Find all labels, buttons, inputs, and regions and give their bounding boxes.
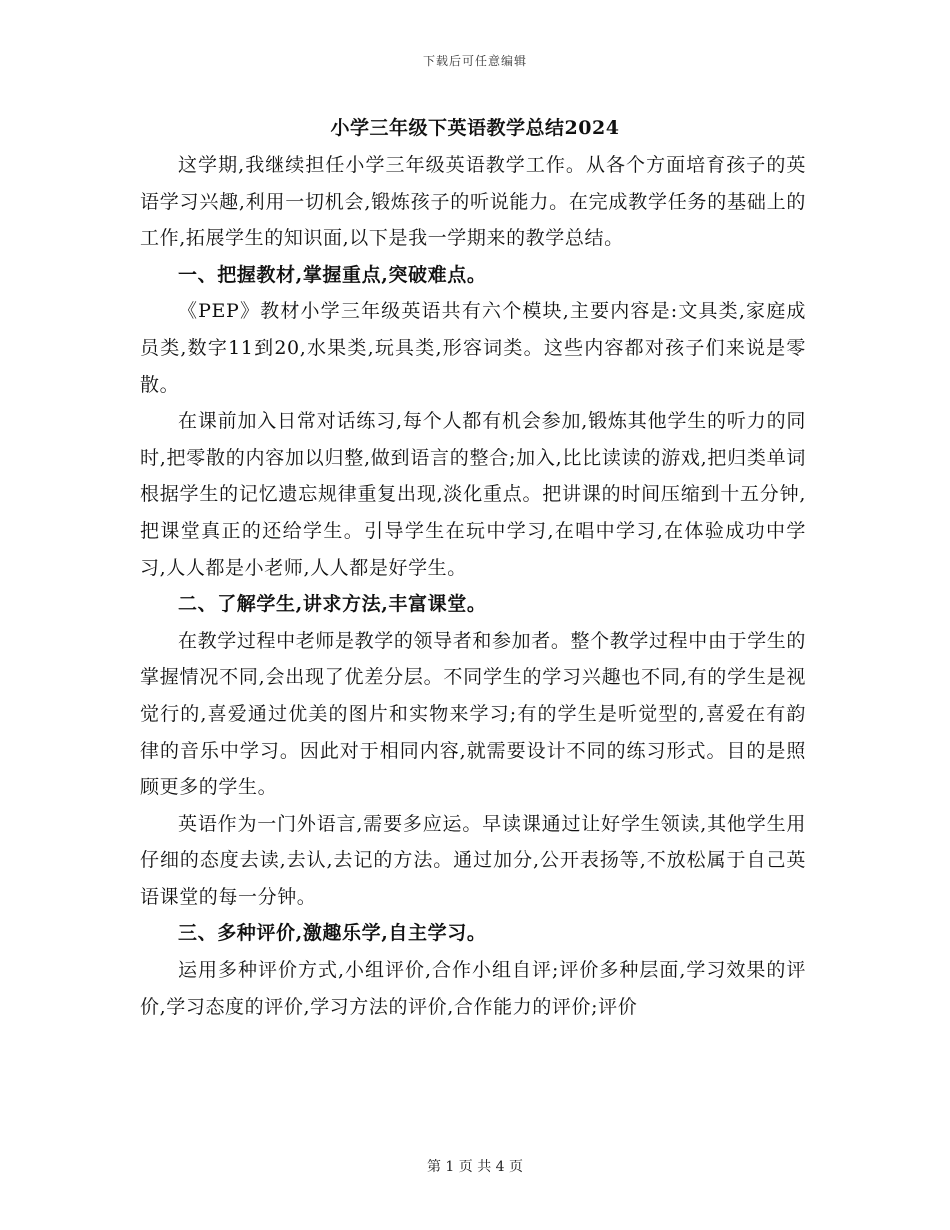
page-header-note: 下载后可任意编辑 — [422, 54, 527, 68]
paragraph-reading: 英语作为一门外语言,需要多应运。早读课通过让好学生领读,其他学生用仔细的态度去读,去认,去记的方法。通过加分,公开表扬等,不放松属于自己英语课堂的每一分钟。 — [140, 812, 806, 908]
section-heading-2: 二、了解学生,讲求方法,丰富课堂。 — [178, 593, 487, 616]
paragraph-practice: 在课前加入日常对话练习,每个人都有机会参加,锻炼其他学生的听力的同时,把零散的内容加以归整,做到语言的整合;加入,比比读读的游戏,把归类单词根据学生的记忆遗忘规律重复出现,淡化重点。把讲课的时间压缩到十五分钟,把课堂真正的还给学生。引导学生在玩中学习,在唱中学习,在体验成功中学习,人人都是小老师,人人都是好学生。 — [140, 410, 806, 579]
section-heading-3: 三、多种评价,激趣乐学,自主学习。 — [178, 922, 487, 945]
section-heading-1: 一、把握教材,掌握重点,突破难点。 — [178, 263, 487, 286]
paragraph-textbook: 《PEP》教材小学三年级英语共有六个模块,主要内容是:文具类,家庭成员类,数字11到20,水果类,玩具类,形容词类。这些内容都对孩子们来说是零散。 — [140, 300, 806, 396]
paragraph-students: 在教学过程中老师是教学的领导者和参加者。整个教学过程中由于学生的掌握情况不同,会出现了优差分层。不同学生的学习兴趣也不同,有的学生是视觉行的,喜爱通过优美的图片和实物来学习;有的学生是听觉型的,喜爱在有韵律的音乐中学习。因此对于相同内容,就需要设计不同的练习形式。目的是照顾更多的学生。 — [140, 629, 806, 799]
paragraph-intro: 这学期,我继续担任小学三年级英语教学工作。从各个方面培育孩子的英语学习兴趣,利用一切机会,锻炼孩子的听说能力。在完成教学任务的基础上的工作,拓展学生的知识面,以下是我一学期来的教学总结。 — [140, 154, 806, 250]
paragraph-evaluation: 运用多种评价方式,小组评价,合作小组自评;评价多种层面,学习效果的评价,学习态度的评价,学习方法的评价,合作能力的评价;评价 — [140, 959, 806, 1018]
document-title: 小学三年级下英语教学总结2024 — [330, 117, 620, 139]
document-body — [140, 147, 806, 1025]
page-number-footer: 第 1 页 共 4 页 — [426, 1159, 524, 1175]
